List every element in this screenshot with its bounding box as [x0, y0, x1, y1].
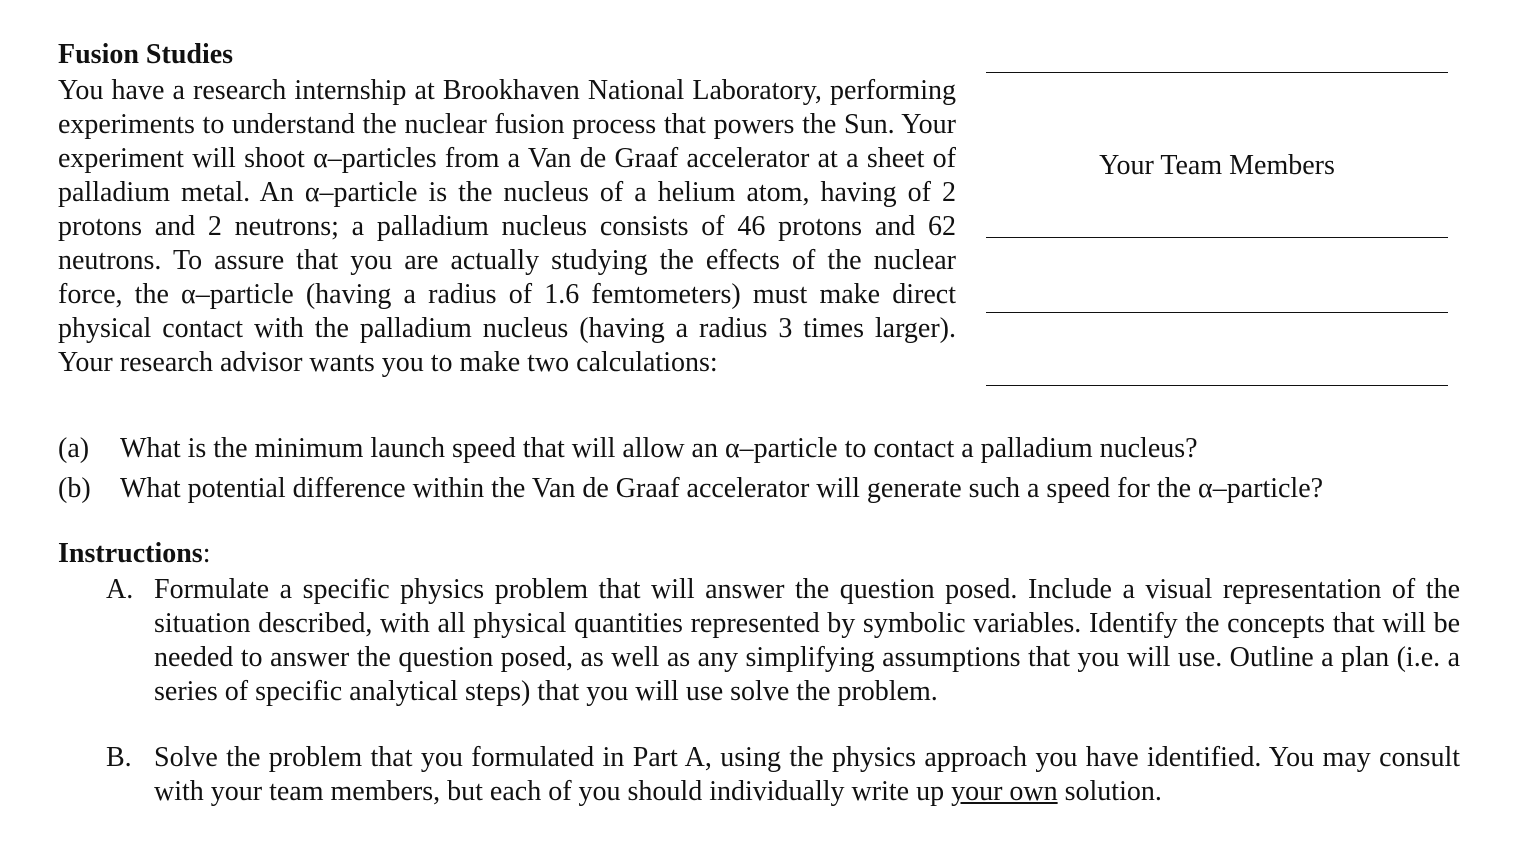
instruction-item-a [106, 573, 1460, 709]
instructions-heading-colon: : [202, 538, 211, 569]
team-member-blank-4 [986, 385, 1448, 386]
instruction-a-text: Formulate a specific physics problem that will answer the question posed. Include a visual representation of the situation described, with all physical quantities represented by symbolic variables. Identify the concepts that will be needed to answer the question posed, as well as any simplifying assumptions that you will use. Outline a plan (i.e. a series of specific analytical steps) that you will use solve the problem. [154, 574, 1460, 707]
team-members-label: Your Team Members [1099, 150, 1335, 181]
question-a-text: What is the minimum launch speed that will allow an α–particle to contact a palladium nucleus? [120, 433, 1198, 464]
instruction-b-underlined: your own [951, 776, 1058, 807]
instruction-b-text [154, 741, 1460, 809]
team-member-blank-1 [986, 72, 1448, 73]
problem-statement: You have a research internship at Brookhaven National Laboratory, performing experiments to understand the nuclear fusion process that powers the Sun. Your experiment will shoot α–particles from a Van de Graaf accelerator at a sheet of palladium metal. An α–particle is the nucleus of a helium atom, having of 2 protons and 2 neutrons; a palladium nucleus consists of 46 protons and 62 neutrons. To assure that you are actually studying the effects of the nuclear force, the α–particle (having a radius of 1.6 femtometers) must make direct physical contact with the palladium nucleus (having a radius 3 times larger). Your research advisor wants you to make two calculations: [58, 75, 956, 378]
team-member-blank-3 [986, 312, 1448, 313]
team-member-blank-2 [986, 237, 1448, 238]
question-a-label: (a) [58, 433, 90, 464]
instructions-heading-text: Instructions [58, 538, 203, 569]
instruction-a-label: A. [106, 574, 134, 605]
instruction-b-text-after: solution. [1057, 776, 1162, 807]
instructions-heading [58, 537, 210, 571]
instruction-b-label: B. [106, 742, 132, 773]
question-b [58, 472, 1323, 506]
question-b-label: (b) [58, 473, 91, 504]
page-title: Fusion Studies [58, 39, 234, 70]
instruction-b-text-before: Solve the problem that you formulated in Part A, using the physics approach you have identified. You may consult with your team members, but each of you should individually write up [154, 742, 1460, 807]
question-b-text: What potential difference within the Van de Graaf accelerator will generate such a speed for the α–particle? [120, 473, 1324, 504]
instruction-item-b [106, 741, 1460, 809]
question-a [58, 432, 1198, 466]
